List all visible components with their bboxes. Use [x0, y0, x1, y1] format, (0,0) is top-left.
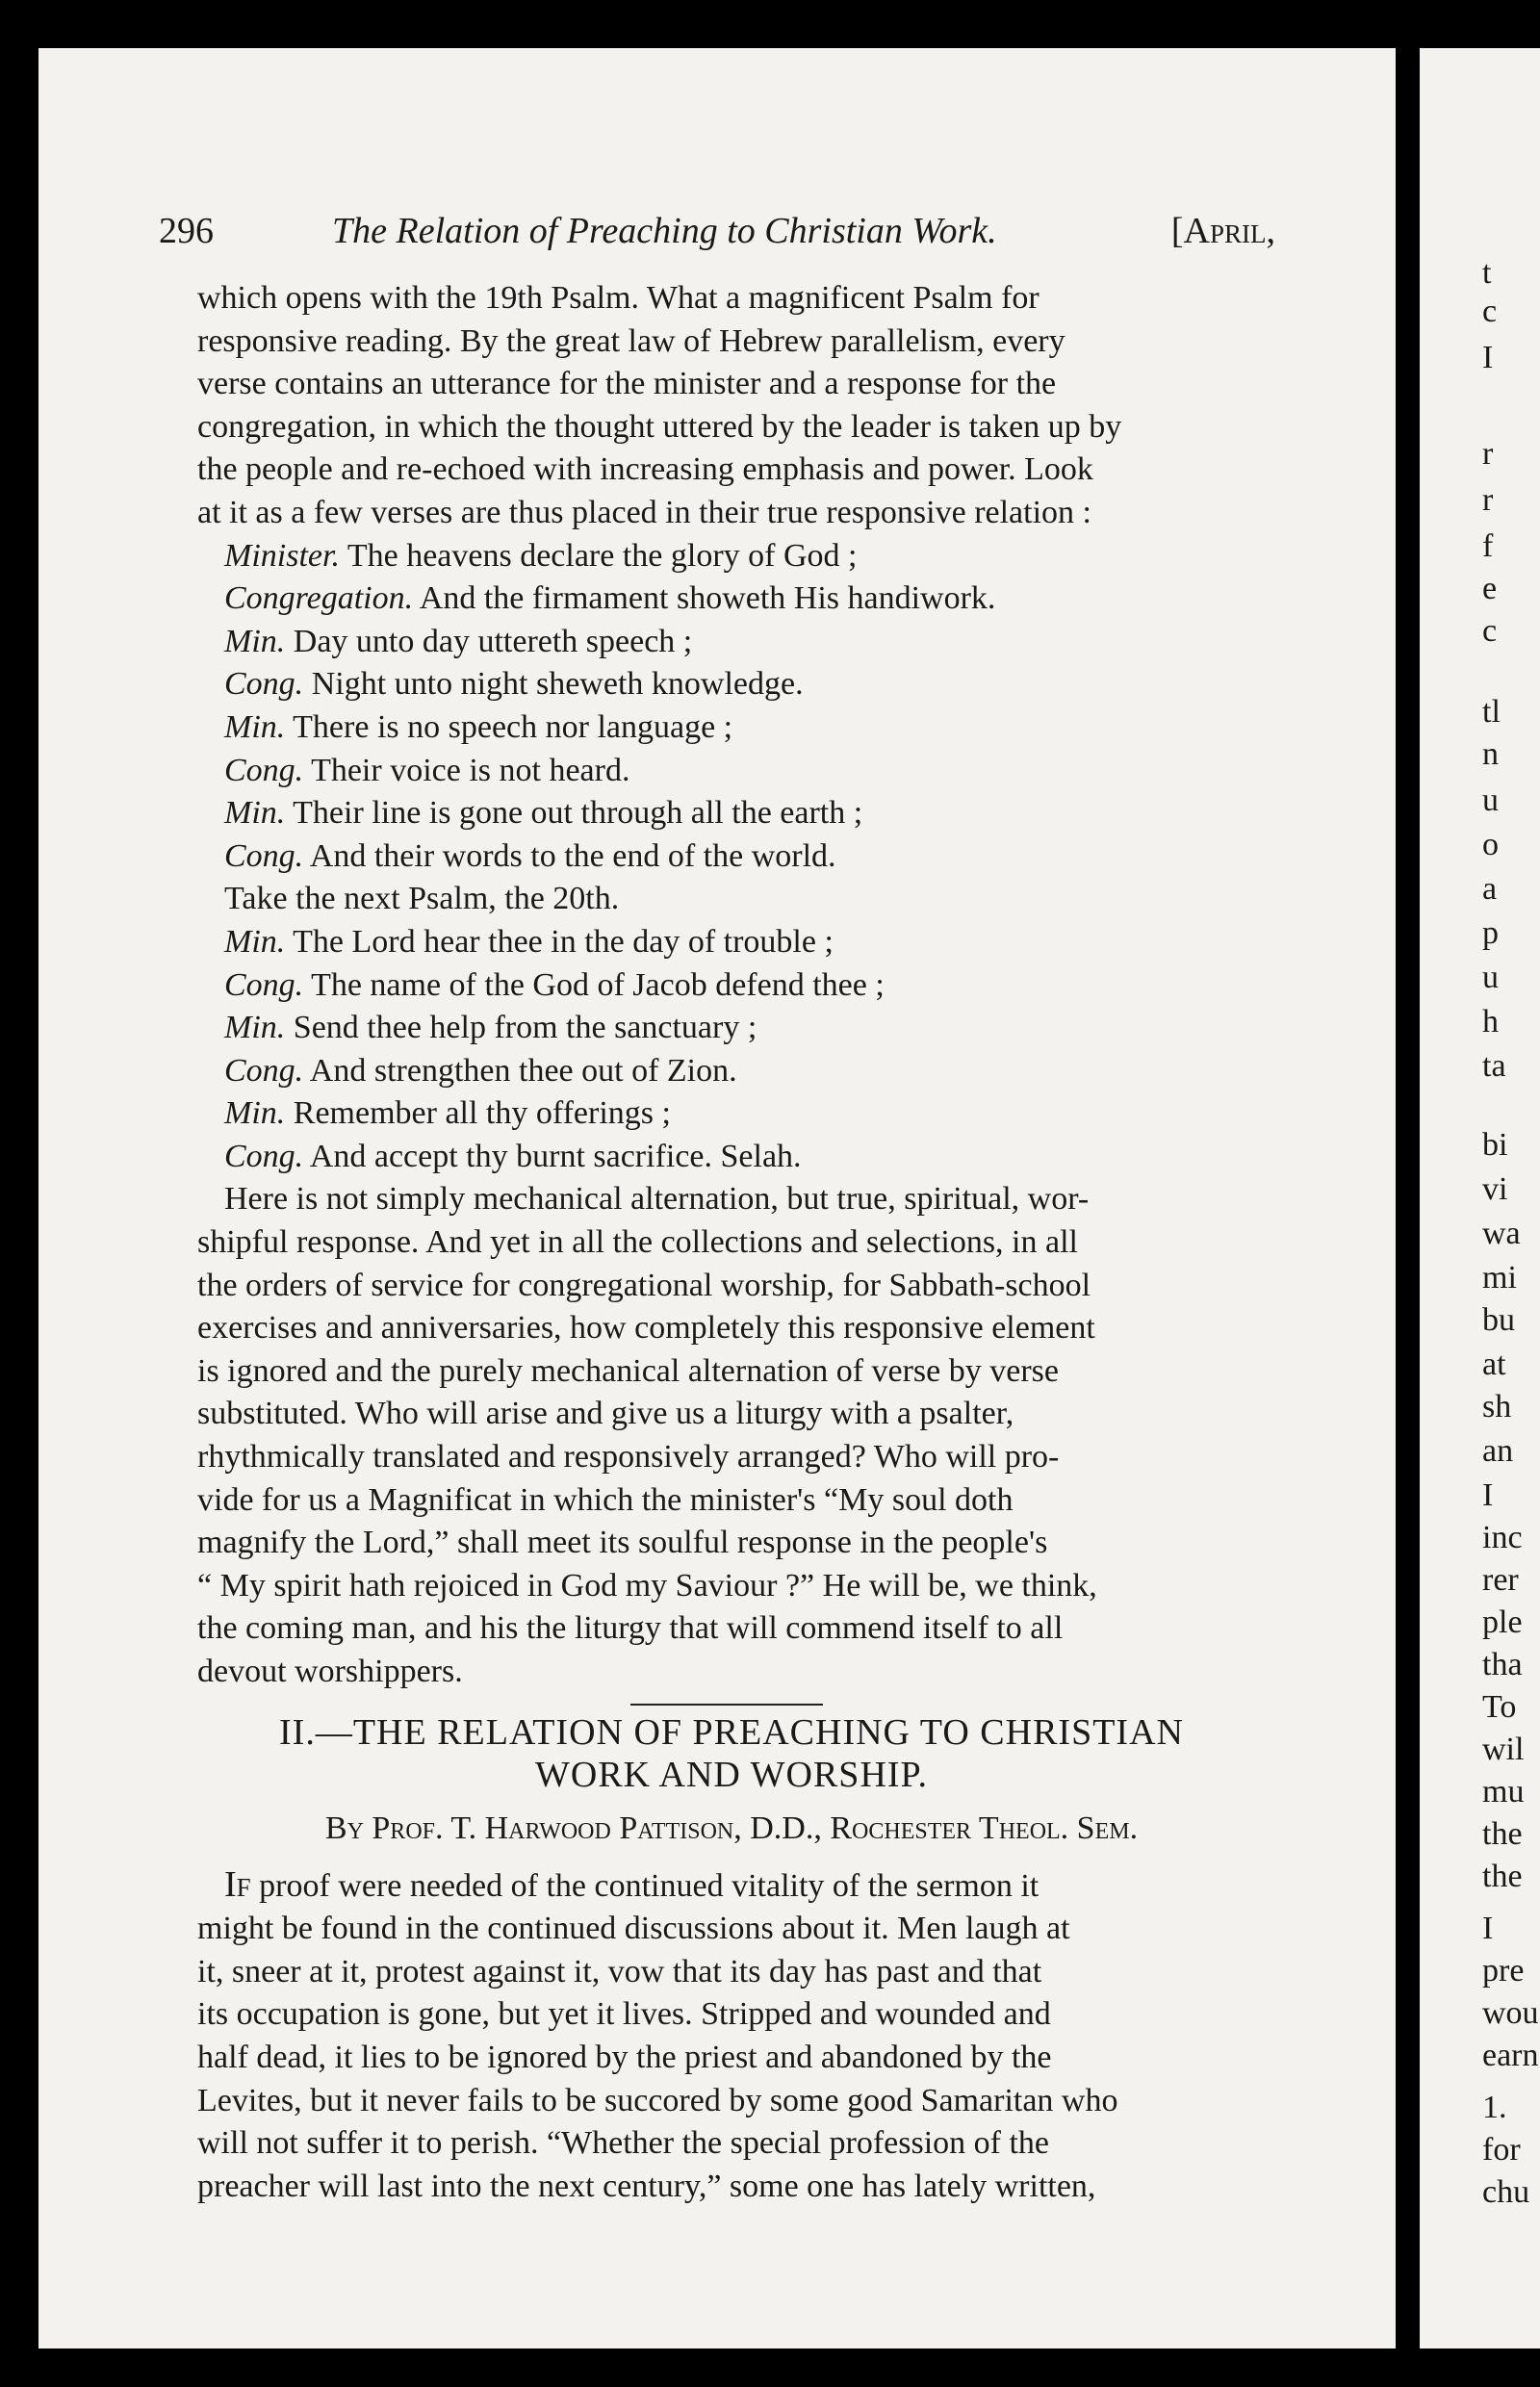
text-line: exercises and anniversaries, how completely this responsive element — [197, 1310, 1095, 1347]
verse-text: Day unto day uttereth speech ; — [285, 623, 693, 659]
verse-line — [197, 964, 1266, 1008]
page-number: 296 — [159, 211, 214, 251]
facing-page-fragment: p — [1482, 915, 1499, 951]
verse-text: Remember all thy offerings ; — [285, 1095, 671, 1132]
psalm-19-verses — [197, 535, 1266, 879]
facing-page-fragment: To — [1482, 1689, 1517, 1725]
facing-page-fragment: I — [1482, 1477, 1494, 1513]
text-line: the orders of service for congregational worship, for Sabbath-school — [197, 1267, 1091, 1303]
facing-page-fragment: ple — [1482, 1604, 1523, 1640]
speaker-label: Min. — [224, 1095, 286, 1132]
speaker-label: Congregation. — [224, 580, 414, 617]
verse-line — [197, 1050, 1266, 1093]
verse-line — [197, 792, 1266, 835]
facing-page-fragment: wil — [1482, 1732, 1525, 1767]
drop-cap: If — [224, 1863, 251, 1905]
speaker-label: Min. — [224, 1010, 286, 1046]
article-byline: By Prof. T. Harwood Pattison, D.D., Rochester Theol. Sem. — [324, 1810, 1139, 1846]
speaker-label: Min. — [224, 623, 286, 659]
text-line: shipful response. And yet in all the collections and selections, in all — [197, 1224, 1078, 1261]
verse-text: The heavens declare the glory of God ; — [339, 537, 858, 574]
running-title: The Relation of Preaching to Christian Work. — [332, 211, 997, 251]
facing-page-fragment: chu — [1482, 2174, 1530, 2210]
facing-page-fragment: r — [1482, 436, 1494, 472]
facing-page-fragment: 1. — [1482, 2090, 1507, 2125]
verse-line — [197, 535, 1266, 578]
facing-page-fragment: bu — [1482, 1302, 1515, 1338]
facing-page-fragment: h — [1482, 1004, 1499, 1040]
verse-text: Night unto night sheweth knowledge. — [303, 666, 804, 703]
text-line: will not suffer it to perish. “Whether the special profession of the — [197, 2125, 1050, 2162]
facing-page-fragment: the — [1482, 1859, 1523, 1894]
closing-paragraph — [197, 1178, 1266, 1693]
speaker-label: Min. — [224, 708, 286, 745]
facing-page-fragment: I — [1482, 1911, 1494, 1946]
facing-page-fragment: vi — [1482, 1171, 1508, 1207]
psalm-20-verses — [197, 921, 1266, 1179]
facing-page-fragment: at — [1482, 1347, 1506, 1382]
facing-page-fragment: pre — [1482, 1953, 1525, 1989]
text-line: the coming man, and his the liturgy that will commend itself to all — [197, 1610, 1064, 1647]
text-line: responsive reading. By the great law of Hebrew parallelism, every — [197, 322, 1065, 359]
verse-line — [197, 750, 1266, 793]
verse-line — [197, 621, 1266, 664]
article-title — [197, 1711, 1266, 1796]
facing-page-fragment: rer — [1482, 1562, 1519, 1598]
article-title-line-1: II.—THE RELATION OF PREACHING TO CHRISTIAN — [279, 1711, 1184, 1753]
verse-text: And the firmament showeth His handiwork. — [413, 580, 996, 617]
verse-text: Their line is gone out through all the earth ; — [285, 795, 863, 832]
facing-page-fragment: earn — [1482, 2038, 1539, 2073]
text-line: devout worshippers. — [197, 1654, 463, 1689]
running-month: [April, — [1170, 211, 1275, 251]
article-first-line — [197, 1863, 1266, 1909]
take-next-line: Take the next Psalm, the 20th. — [224, 881, 620, 917]
facing-page-fragment: o — [1482, 827, 1499, 862]
verse-line — [197, 706, 1266, 750]
facing-page-fragment: ta — [1482, 1048, 1506, 1084]
verse-line — [197, 1007, 1266, 1050]
text-line: verse contains an utterance for the minister and a response for the — [197, 366, 1057, 402]
speaker-label: Min. — [224, 923, 286, 960]
text-line: which opens with the 19th Psalm. What a magnificent Psalm for — [197, 280, 1040, 316]
facing-page-fragment: I — [1482, 340, 1494, 375]
facing-page-fragment: the — [1482, 1816, 1523, 1852]
first-line-text: proof were needed of the continued vitality of the sermon it — [250, 1867, 1040, 1904]
speaker-label: Min. — [224, 795, 286, 832]
text-line: is ignored and the purely mechanical alternation of verse by verse — [197, 1352, 1059, 1389]
text-line: Levites, but it never fails to be succored by some good Samaritan who — [197, 2082, 1118, 2118]
speaker-label: Cong. — [224, 752, 304, 788]
facing-page-fragment: tha — [1482, 1647, 1523, 1682]
verse-line — [197, 1092, 1266, 1136]
speaker-label: Minister. — [224, 537, 340, 574]
facing-page-fragment: inc — [1482, 1520, 1523, 1555]
verse-line — [197, 835, 1266, 879]
text-line: substituted. Who will arise and give us a liturgy with a psalter, — [197, 1396, 1014, 1432]
text-line: preacher will last into the next century,” some one has lately written, — [197, 2168, 1096, 2204]
verse-line — [197, 578, 1266, 621]
text-line: “ My spirit hath rejoiced in God my Saviour ?” He will be, we think, — [197, 1567, 1097, 1604]
section-divider — [630, 1704, 823, 1706]
speaker-label: Cong. — [224, 837, 304, 874]
text-line: Here is not simply mechanical alternation, but true, spiritual, wor- — [224, 1181, 1090, 1218]
facing-page-fragment: r — [1482, 482, 1494, 518]
text-column — [197, 277, 1266, 2208]
text-line: vide for us a Magnificat in which the minister's “My soul doth — [197, 1481, 1014, 1518]
facing-page-fragment: mi — [1482, 1260, 1517, 1296]
verse-text: And strengthen thee out of Zion. — [303, 1052, 737, 1089]
facing-page-fragment: bi — [1482, 1127, 1508, 1163]
article-body — [197, 1908, 1266, 2208]
text-line: rhythmically translated and responsively arranged? Who will pro- — [197, 1439, 1060, 1476]
text-line: at it as a few verses are thus placed in their true responsive relation : — [197, 494, 1091, 530]
facing-page-fragment: n — [1482, 736, 1499, 772]
facing-page-fragment: u — [1482, 783, 1499, 818]
facing-page-fragment: sh — [1482, 1389, 1512, 1424]
verse-line — [197, 1136, 1266, 1179]
speaker-label: Cong. — [224, 1052, 304, 1089]
facing-page-fragment: for — [1482, 2132, 1521, 2168]
verse-line — [197, 663, 1266, 706]
facing-page-fragment: e — [1482, 571, 1498, 606]
verse-text: Their voice is not heard. — [303, 752, 630, 788]
speaker-label: Cong. — [224, 966, 304, 1003]
text-line: magnify the Lord,” shall meet its soulful response in the people's — [197, 1525, 1048, 1561]
text-line: half dead, it lies to be ignored by the priest and abandoned by the — [197, 2039, 1052, 2075]
facing-page-fragment: t — [1482, 255, 1492, 291]
facing-page-fragment: an — [1482, 1433, 1514, 1469]
facing-page-fragment: tl — [1482, 694, 1501, 730]
facing-page-fragment: c — [1482, 613, 1498, 649]
article-title-line-2: WORK AND WORSHIP. — [535, 1754, 928, 1795]
verse-text: The name of the God of Jacob defend thee ; — [303, 966, 885, 1003]
intro-paragraph — [197, 277, 1266, 535]
facing-page-fragment: a — [1482, 871, 1498, 907]
speaker-label: Cong. — [224, 1138, 304, 1174]
text-line: it, sneer at it, protest against it, vow that its day has past and that — [197, 1953, 1042, 1989]
facing-page-fragment: u — [1482, 960, 1499, 995]
text-line: congregation, in which the thought uttered by the leader is taken up by — [197, 408, 1122, 445]
running-header — [159, 210, 1275, 268]
verse-text: And accept thy burnt sacrifice. Selah. — [303, 1138, 802, 1174]
verse-text: Send thee help from the sanctuary ; — [285, 1010, 757, 1046]
speaker-label: Cong. — [224, 666, 304, 703]
text-line: the people and re-echoed with increasing emphasis and power. Look — [197, 451, 1093, 488]
facing-page-fragment: wou — [1482, 1995, 1539, 2031]
text-line: might be found in the continued discussions about it. Men laugh at — [197, 1911, 1070, 1947]
verse-text: There is no speech nor language ; — [285, 708, 733, 745]
facing-page-fragment: wa — [1482, 1216, 1521, 1251]
verse-text: And their words to the end of the world. — [303, 837, 836, 874]
facing-page-fragment: c — [1482, 294, 1498, 329]
facing-page-fragment: f — [1482, 528, 1494, 564]
verse-line — [197, 921, 1266, 964]
verse-text: The Lord hear thee in the day of trouble ; — [285, 923, 834, 960]
text-line: its occupation is gone, but yet it lives. Stripped and wounded and — [197, 1996, 1051, 2033]
facing-page-fragment: mu — [1482, 1774, 1525, 1810]
